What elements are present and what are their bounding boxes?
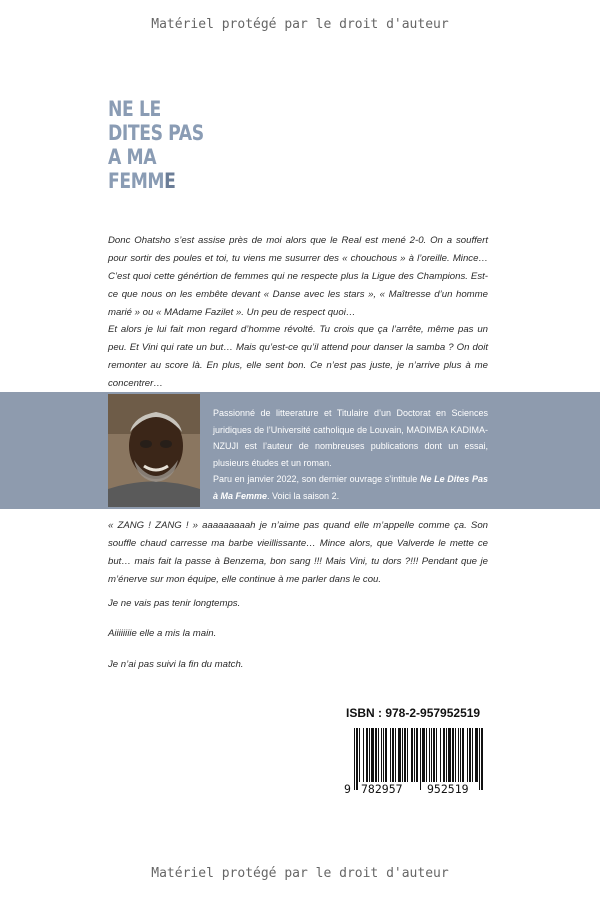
barcode-bar	[440, 728, 441, 782]
title-line-4-last: E	[164, 169, 176, 193]
title-line-1: NE LE	[108, 97, 161, 121]
barcode-bar	[411, 728, 413, 782]
barcode-bar	[385, 728, 387, 782]
barcode-bar	[452, 728, 454, 782]
release-suffix: . Voici la saison 2.	[267, 490, 340, 501]
blurb-line-1: Je ne vais pas tenir longtemps.	[108, 598, 241, 609]
copyright-watermark-bottom: Matériel protégé par le droit d'auteur	[151, 866, 449, 881]
barcode-bar	[426, 728, 427, 782]
barcode-bars	[344, 728, 490, 808]
isbn-label: ISBN : 978-2-957952519	[346, 706, 481, 720]
barcode-digits-right: 952519	[427, 782, 469, 796]
barcode-bar	[458, 728, 459, 782]
blurb-line-3: Je n’ai pas suivi la fin du match.	[108, 659, 244, 670]
barcode-bar	[469, 728, 471, 782]
barcode-digit-lead: 9	[344, 782, 351, 796]
barcode-bar	[422, 728, 425, 782]
blurb-paragraph-1: Donc Ohatsho s’est assise près de moi alors que le Real est mené 2-0. On a souffert pour sortir des poules et toi, tu viens me susurrer des « chouchous » à l’oreille. Mince… C’est quoi cette génértion de femmes qui ne respecte plus la Ligue des Champions. Est-ce que nous on les embête devant « Danse avec les stars », « Maîtresse d’un homme marié » ou « MAdame Fazilet ». Un peu de respect quoi…	[108, 235, 488, 318]
barcode-digits-left: 782957	[361, 782, 403, 796]
barcode-bar	[443, 728, 445, 782]
barcode-bar	[431, 728, 432, 782]
barcode-bar	[467, 728, 468, 782]
title-line-4-main: FEMM	[108, 169, 165, 193]
title-line-2: DITES PAS	[108, 121, 204, 145]
release-prefix: Paru en janvier 2022, son dernier ouvrage s’intitule	[213, 474, 418, 484]
barcode-bar	[371, 728, 374, 782]
barcode-bar	[479, 728, 480, 790]
barcode-bar	[462, 728, 464, 782]
barcode	[344, 728, 490, 808]
book-title-reference: Ne Le Dites Pas à Ma Femme	[213, 474, 488, 501]
barcode-bar	[398, 728, 401, 782]
barcode-bar	[433, 728, 435, 782]
blurb-line-2: Aiiiiiiiie elle a mis la main.	[108, 628, 217, 639]
barcode-bar	[359, 728, 360, 782]
barcode-bar	[363, 728, 364, 782]
barcode-bar	[420, 728, 421, 790]
barcode-bar	[407, 728, 408, 782]
barcode-bar	[390, 728, 391, 782]
blurb-paragraph-3: « ZANG ! ZANG ! » aaaaaaaaah je n’aime pas quand elle m’appelle comme ça. Son souffle chaud carresse ma barbe vieillissante… Mince alors, que Valverde le mette ce but… mais fait la passe à Benzema, bon sang !!! Mais Vini, tu dors ?!!! Pendant que je m’énerve sur mon équipe, elle continue à me parler dans le cou.	[108, 520, 488, 585]
title-line-3: A MA	[108, 145, 157, 169]
title-line-4	[108, 169, 204, 193]
barcode-bar	[460, 728, 461, 782]
barcode-bar	[472, 728, 473, 782]
barcode-bar	[402, 728, 403, 782]
barcode-bar	[475, 728, 478, 782]
barcode-bar	[381, 728, 382, 782]
barcode-bar	[378, 728, 379, 782]
barcode-bar	[416, 728, 418, 782]
barcode-bar	[404, 728, 406, 782]
copyright-watermark-top: Matériel protégé par le droit d'auteur	[151, 17, 449, 32]
blurb-paragraph-2: Et alors je lui fait mon regard d’homme révolté. Tu crois que ça l’arrête, même pas un peu. Et Vini qui rate un but… Mais qu’est-ce qu’il attend pour danser la samba ? On doit remonter au score là. En plus, elle sent bon. Ce n’est pas juste, je n’arrive plus à me concentrer…	[108, 324, 488, 389]
barcode-bar	[455, 728, 456, 782]
barcode-bar	[369, 728, 370, 782]
barcode-bar	[414, 728, 415, 782]
barcode-bar	[395, 728, 396, 782]
barcode-bar	[436, 728, 437, 782]
author-bio	[213, 405, 488, 504]
barcode-bar	[448, 728, 451, 782]
barcode-bar	[429, 728, 430, 782]
barcode-bar	[392, 728, 394, 782]
barcode-bar	[366, 728, 368, 782]
barcode-bar	[356, 728, 358, 790]
barcode-bar	[481, 728, 483, 790]
barcode-bar	[383, 728, 384, 782]
book-title	[108, 97, 204, 193]
author-photo	[108, 394, 200, 507]
barcode-bar	[446, 728, 447, 782]
barcode-bar	[354, 728, 355, 790]
barcode-bar	[375, 728, 377, 782]
author-bio-text: Passionné de litteerature et Titulaire d’un Doctorat en Sciences juridiques de l’Université catholique de Louvain, MADIMBA KADIMA-NZUJI est l’auteur de nombreuses publications dont un essai, plusieurs études et un roman.	[213, 408, 488, 468]
